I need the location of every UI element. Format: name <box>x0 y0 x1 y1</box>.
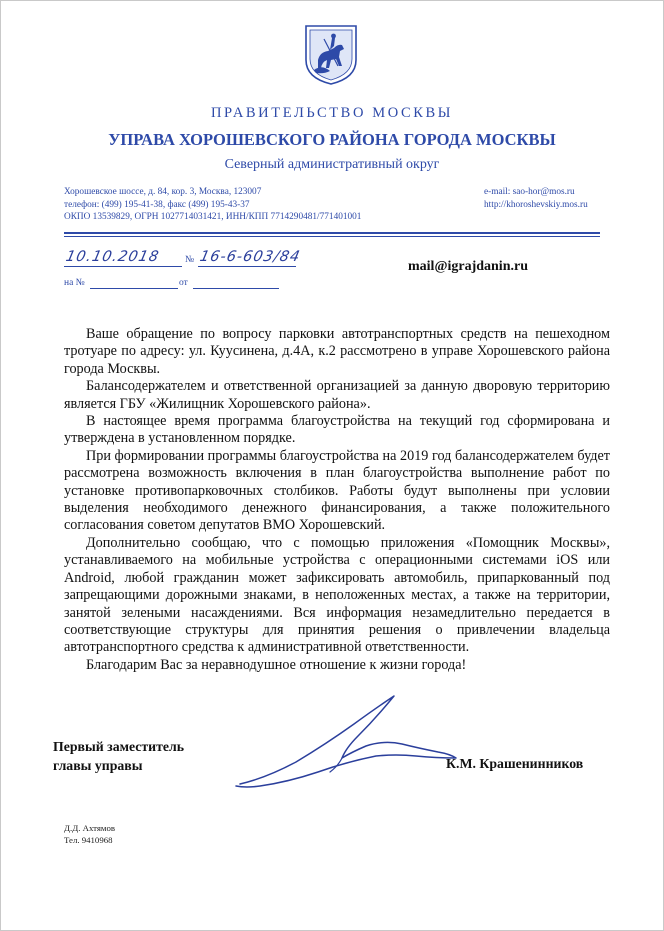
online-contacts <box>484 186 588 211</box>
organization-title: УПРАВА ХОРОШЕВСКОГО РАЙОНА ГОРОДА МОСКВЫ <box>108 130 556 149</box>
paragraph-6: Благодарим Вас за неравнодушное отношение к жизни города! <box>86 656 467 673</box>
reply-date-underline <box>193 288 279 289</box>
signer-position <box>53 737 184 775</box>
reply-from-label: от <box>179 278 188 288</box>
registration-number: 16-6-603/84 <box>198 249 302 265</box>
reply-to-prefix: на № <box>64 278 85 288</box>
paragraph-3: В настоящее время программа благоустройства на текущий год сформирована и утверждена в установленном порядке. <box>64 413 610 447</box>
email-link[interactable]: e-mail: sao-hor@mos.ru <box>484 187 575 197</box>
phone-fax-line: телефон: (499) 195-41-38, факс (499) 195-43-37 <box>64 199 250 210</box>
government-title: ПРАВИТЕЛЬСТВО МОСКВЫ <box>210 105 454 121</box>
paragraph-5: Дополнительно сообщаю, что с помощью приложения «Помощник Москвы», устанавливаемого на мобильные устройства с операционными системами iOS или Android, любой гражданин может зафиксировать автомобиль, припаркованный под запрещающими дорожными знаками, в неположенных местах, а также на территории, занятой зелеными насаждениями. Вся информация незамедлительно передается в соответствующие структуры для принятия решения о привлечении владельца автотранспортного средства к административной ответственности. <box>64 534 610 656</box>
number-prefix: № <box>185 255 195 265</box>
moscow-coat-of-arms-icon <box>304 24 358 86</box>
signer-position-line-2: главы управы <box>53 758 143 773</box>
header-divider <box>64 232 600 234</box>
recipient-address: mail@igrajdanin.ru <box>408 259 528 274</box>
letter-body <box>64 326 610 674</box>
header-divider-thin <box>64 236 600 237</box>
registration-date: 10.10.2018 <box>64 249 161 265</box>
district-name: Северный административный округ <box>224 157 440 172</box>
date-underline <box>64 266 182 267</box>
signer-name: К.М. Крашенинников <box>446 756 584 771</box>
executor-phone: Тел. 9410968 <box>64 835 113 845</box>
paragraph-2: Балансодержателем и ответственной организацией за данную дворовую территорию является ГБУ «Жилищник Хорошевского района». <box>64 378 610 412</box>
website-link[interactable]: http://khoroshevskiy.mos.ru <box>484 199 588 210</box>
contact-details <box>64 186 361 224</box>
address-line: Хорошевское шоссе, д. 84, кор. 3, Москва, 123007 <box>64 187 262 197</box>
paragraph-4: При формировании программы благоустройства на 2019 год балансодержателем будет рассмотрена возможность включения в план благоустройства выполнение работ по установке противопарковочных столбиков. Работы будут выполнены при условии выделения необходимого денежного финансирования, а также положительного согласования советом депутатов ВМО Хорошевский. <box>64 447 610 534</box>
number-underline <box>198 266 296 267</box>
executor-info <box>64 822 115 846</box>
handwritten-signature <box>226 686 458 798</box>
paragraph-1: Ваше обращение по вопросу парковки автотранспортных средств на пешеходном тротуаре по адресу: ул. Куусинена, д.4А, к.2 рассмотрено в управе Хорошевского района города Москвы. <box>64 326 610 377</box>
registry-codes-line: ОКПО 13539829, ОГРН 1027714031421, ИНН/КПП 7714290481/771401001 <box>64 212 362 222</box>
signer-position-line-1: Первый заместитель <box>53 739 185 754</box>
executor-name: Д.Д. Ахтямов <box>64 823 116 833</box>
reply-number-underline <box>90 288 178 289</box>
